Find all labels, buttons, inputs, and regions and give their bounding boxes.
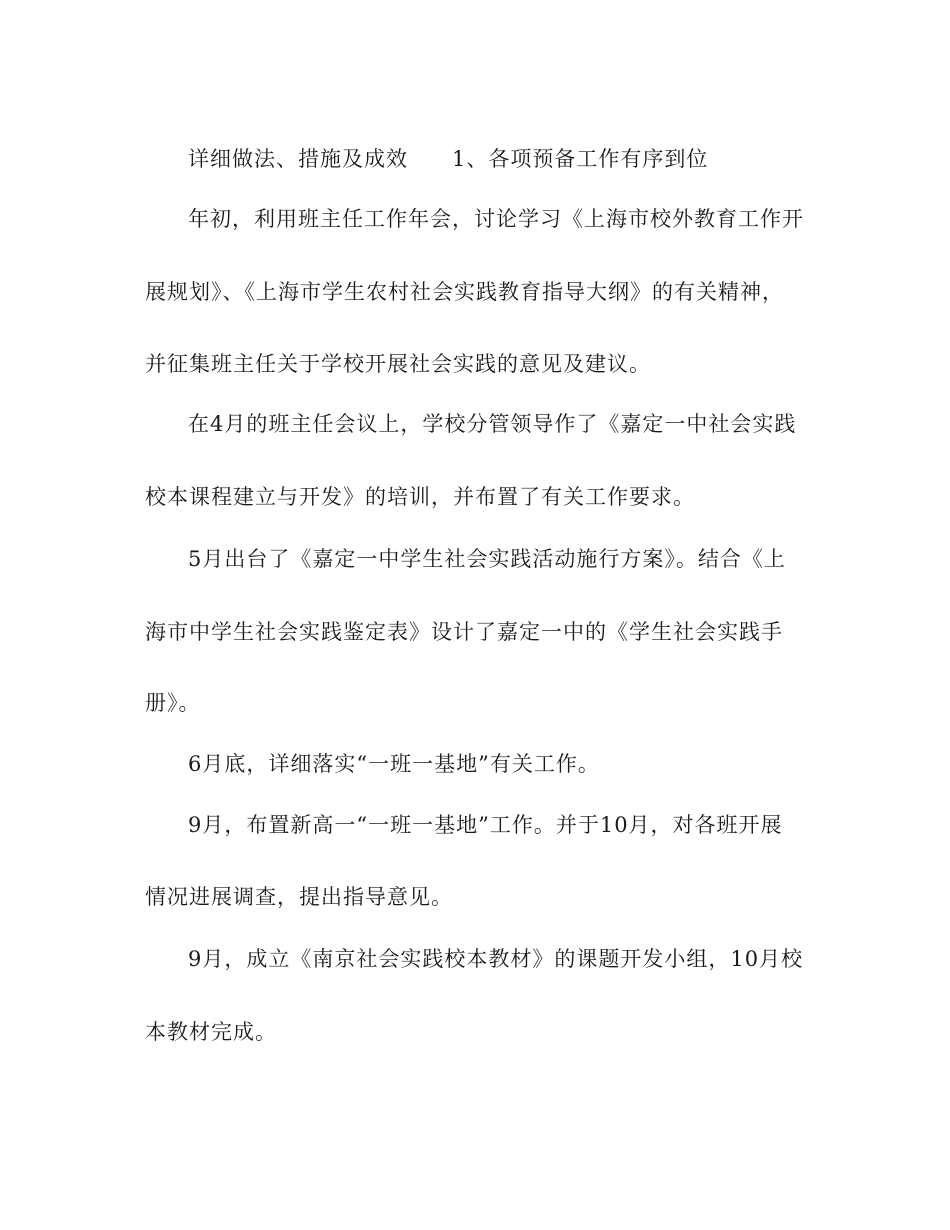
section-heading [188,146,708,172]
text-line: 5月出台了《嘉定一中学生社会实践活动施行方案》。结合《上 [188,547,786,571]
text-line: 展规划》、《上海市学生农村社会实践教育指导大纲》的有关精神， [145,280,784,304]
text-line: 海市中学生社会实践鉴定表》设计了嘉定一中的《学生社会实践手 [145,620,783,644]
text-line: 在4月的班主任会议上，学校分管领导作了《嘉定一中社会实践 [188,412,797,436]
text-line: 9月，布置新高一“一班一基地”工作。并于10月，对各班开展 [188,813,783,837]
text-line: 并征集班主任关于学校开展社会实践的意见及建议。 [145,352,651,376]
text-line: 9月，成立《南京社会实践校本教材》的课题开发小组，10月校 [188,947,804,971]
text-line: 6月底，详细落实“一班一基地”有关工作。 [188,752,600,776]
text-line: 年初，利用班主任工作年会，讨论学习《上海市校外教育工作开 [188,207,804,231]
text-line: 情况进展调查，提出指导意见。 [145,885,453,909]
heading-title: 详细做法、措施及成效 [188,147,408,171]
text-line: 校本课程建立与开发》的培训，并布置了有关工作要求。 [145,485,695,509]
text-line: 册》。 [145,691,201,715]
text-line: 本教材完成。 [145,1020,277,1044]
heading-subtitle: 1、各项预备工作有序到位 [452,147,709,171]
